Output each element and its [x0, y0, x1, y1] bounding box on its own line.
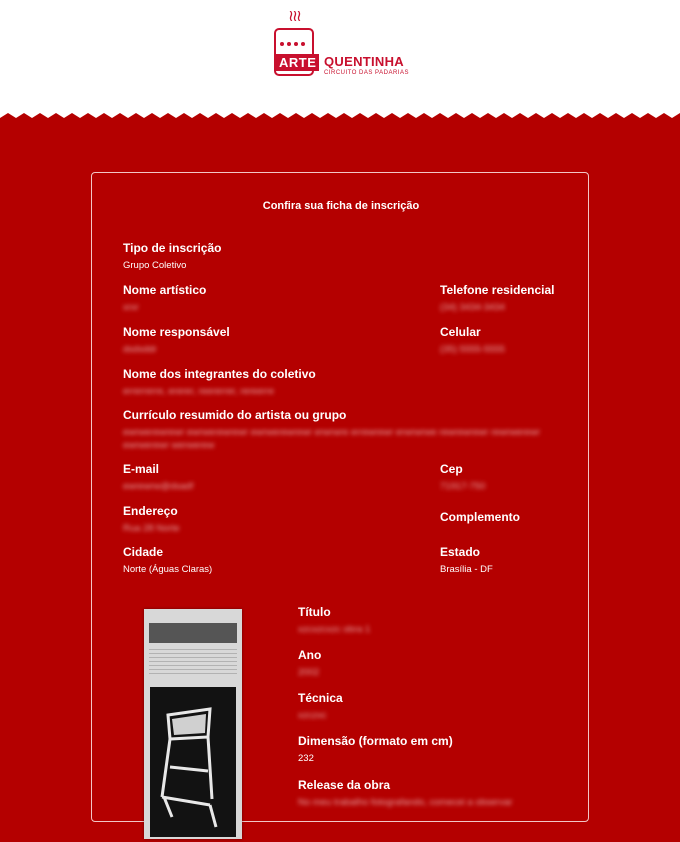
field-telefone: Telefone residencial (34) 3434-3434	[440, 283, 555, 313]
card-title: Confira sua ficha de inscrição	[262, 200, 420, 212]
field-release: Release da obra No meu trabalho fotografando, comecei a observar	[298, 778, 513, 808]
logo-brand-name: QUENTINHA	[324, 54, 404, 69]
field-complemento: Complemento	[440, 510, 521, 524]
logo-tagline: CIRCUITO DAS PADARIAS	[324, 70, 409, 76]
field-integrantes: Nome dos integrantes do coletivo errerrerre, ererer, reererrer, rereerre	[123, 367, 316, 397]
field-nome-artistico: Nome artístico xrxr	[123, 283, 207, 313]
field-titulo: Título xzcxzcxzc obra 1	[298, 605, 371, 635]
header	[0, 0, 680, 118]
field-tecnica: Técnica xzczxc	[298, 691, 343, 721]
field-dimensao: Dimensão (formato em cm) 232	[298, 734, 453, 764]
field-estado: Estado Brasília - DF	[440, 545, 493, 575]
field-cidade: Cidade Norte (Águas Claras)	[123, 545, 213, 575]
field-cep: Cep 71917-750	[440, 462, 486, 492]
field-endereco: Endereço Rua 28 Norte	[123, 504, 180, 534]
field-responsavel: Nome responsável dsdsddr	[123, 325, 230, 355]
logo[interactable]	[272, 6, 412, 78]
steam-icon: ≀≀≀	[288, 8, 300, 25]
field-celular: Celular (35) 5555-5555	[440, 325, 505, 355]
artwork-image	[144, 609, 242, 839]
field-tipo: Tipo de inscrição Grupo Coletivo	[123, 241, 222, 271]
field-email: E-mail ewrewrw@dsadf	[123, 462, 194, 492]
field-ano: Ano 2002	[298, 648, 322, 678]
registration-card	[91, 172, 589, 822]
logo-badge: ARTE	[276, 54, 319, 71]
field-curriculo: Currículo resumido do artista ou grupo ewrwerewrewr ewrwerewrewr ewrwerewrewr erwrwre errewrewr erwrwrwe rewrewrewr rewrwerewr ewrwerewr werwerew	[123, 408, 540, 451]
zigzag-divider	[0, 110, 680, 124]
